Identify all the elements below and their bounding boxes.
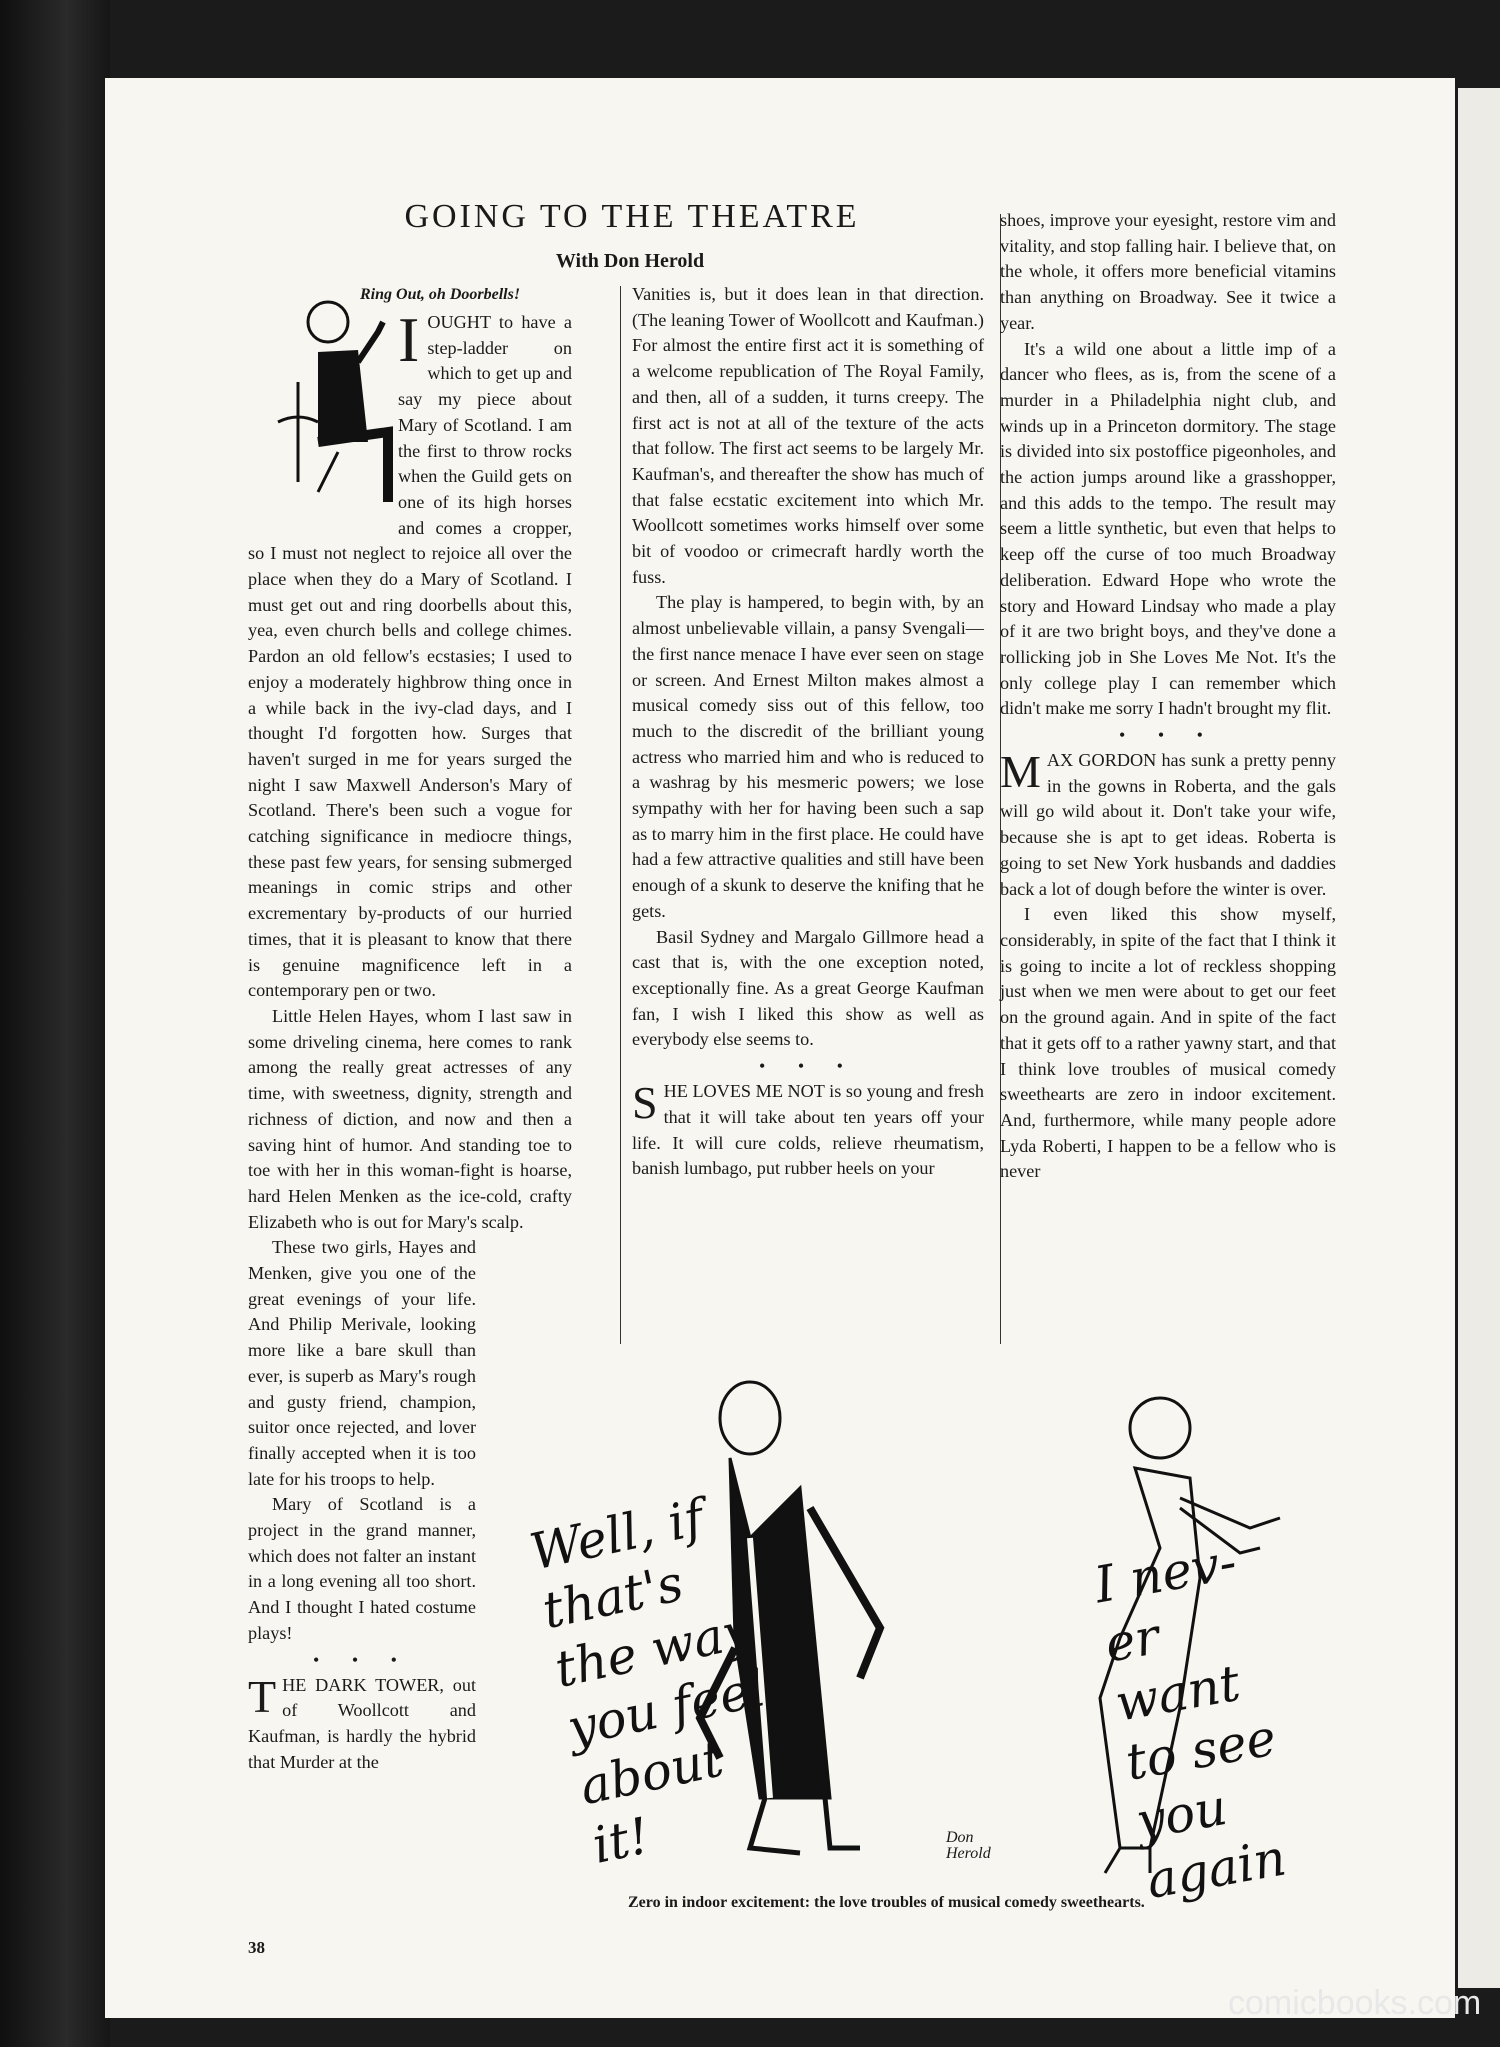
paragraph: AX GORDON has sunk a pretty penny in the gowns in Roberta, and the gals will go wild about it. Don't take your wife, because she is apt to get ideas. Roberta is going to set New York husbands and daddies back a lot of dough before the winter is over. xyxy=(1000,750,1336,899)
section-divider: • • • xyxy=(313,1649,411,1670)
drop-cap-s: S xyxy=(632,1077,658,1129)
paragraph: The play is hampered, to begin with, by an almost unbelievable villain, a pansy Svengali—the first nance menace I have ever seen on stage or screen. And Ernest Milton makes almost a musical comedy siss out of this fellow, too much to the discredit of the brilliant young actress who married him and who is reduced to a washrag by his mesmeric powers; we lose sympathy with her for having been such a sap as to marry him in the first place. He could have had a few attractive qualities and still have been enough of a skunk to deserve the knifing that he gets. xyxy=(632,592,984,921)
column-2 xyxy=(632,282,984,1182)
paragraph: Little Helen Hayes, whom I last saw in some driveling cinema, here comes to rank among the really great actresses of any time, with sweetness, dignity, strength and richness of diction, and now and then a saving hint of humor. And standing toe to toe with her in this woman-fight is hoarse, hard Helen Menken as the ice-cold, crafty Elizabeth who is out for Mary's scalp. xyxy=(248,1005,572,1232)
article-title: GOING TO THE THEATRE xyxy=(404,198,860,235)
paragraph: HE DARK TOWER, out of Woollcott and Kaufman, is hardly the hybrid that Murder at the xyxy=(248,1674,476,1772)
drop-cap-m: M xyxy=(1000,746,1041,798)
section-divider: • • • xyxy=(759,1056,857,1077)
artist-signature: Don Herold xyxy=(946,1829,991,1862)
column-1 xyxy=(248,304,572,1775)
page-number: 38 xyxy=(248,1938,265,1957)
column-rule xyxy=(620,286,621,1344)
illustration-wrap xyxy=(248,310,398,520)
site-watermark: comicbooks.com xyxy=(1228,1984,1482,2022)
paragraph: Vanities is, but it does lean in that direction. (The leaning Tower of Woollcott and Kaufman.) For almost the entire first act it is something of a welcome republication of The Royal Family, and then, all of a sudden, it turns creepy. The first act is not at all of the texture of the acts that follow. The first act seems to be largely Mr. Kaufman's, and thereafter the show has much of that false ecstatic excitement into which Mr. Woollcott sometimes works himself over some bit of voodoo or crimecraft hardly worth the fuss. xyxy=(632,284,984,587)
column-3 xyxy=(1000,208,1336,1185)
paragraph: shoes, improve your eyesight, restore vim and vitality, and stop falling hair. I believe that, on the whole, it offers more beneficial vitamins than anything on Broadway. See it twice a year. xyxy=(1000,210,1336,333)
paragraph: HE LOVES ME NOT is so young and fresh that it will take about ten years off your life. It will cure colds, relieve rheumatism, banish lumbago, put rubber heels on your xyxy=(632,1081,984,1179)
paragraph: OUGHT to have a step-ladder on which to get up and say my piece about Mary of Scotland. I am the first to throw rocks when the Guild gets on one of its high horses and comes a cropper, so I must not neglect to rejoice all over the place when they do a Mary of Scotland. I must get out and ring doorbells about this, yea, even church bells and college chimes. Pardon an old fellow's ecstasies; I used to enjoy a moderately highbrow thing once in a while back in the ivy-clad days, and I thought I'd forgotten how. Surges that haven't surged in me for years surged the night I saw Maxwell Anderson's Mary of Scotland. There's been such a vogue for catching significance in mediocre things, these past few years, for sensing submerged meanings in comic strips and other excrementary by-products of our hurried times, that it is pleasant to know that there is genuine magnificence left in a contemporary pen or two. xyxy=(248,312,572,1001)
section-divider: • • • xyxy=(1119,725,1217,746)
byline: With Don Herold xyxy=(555,250,705,272)
scan-background-left xyxy=(0,0,110,2047)
drop-cap-i: I xyxy=(398,304,420,375)
paragraph: It's a wild one about a little imp of a dancer who flees, as is, from the scene of a murder in a Philadelphia night club, and winds up in a Princeton dormitory. The stage is divided into six postoffice pigeonholes, and the action jumps around like a grasshopper, and this adds to the tempo. The result may seem a little synthetic, but even that helps to keep off the curse of too much Broadway deliberation. Edward Hope who wrote the story and Howard Lindsay who made a play of it are two bright boys, and they've done a rollicking job in She Loves Me Not. It's the only college play I can remember which didn't make me sorry I hadn't brought my flit. xyxy=(1000,338,1336,719)
left-speech-text: Well, if that's the way you feel about it! xyxy=(525,1488,771,1875)
cartoon-caption: Zero in indoor excitement: the love troubles of musical comedy sweethearts. xyxy=(628,1894,1145,1911)
paragraph: Basil Sydney and Margalo Gillmore head a cast that is, with the one exception noted, exceptionally fine. As a great George Kaufman fan, I wish I liked this show as well as everybody else seems to. xyxy=(632,926,984,1050)
section-subhead: Ring Out, oh Doorbells! xyxy=(360,286,521,303)
adjacent-page-edge xyxy=(1458,88,1500,1988)
right-speech-text: I nev-er want to see you again xyxy=(1090,1532,1291,1910)
paragraph: Mary of Scotland is a project in the grand manner, which does not falter an instant in a long evening all too short. And I thought I hated costume plays! xyxy=(248,1494,476,1643)
paragraph: I even liked this show myself, considerably, in spite of the fact that I think it is going to incite a lot of reckless shopping just when we men were about to get our feet on the ground again. And in spite of the fact that it gets off to a rather yawny start, and that I think love troubles of musical comedy sweethearts are zero in indoor excitement. And, furthermore, while many people adore Lyda Roberti, I happen to be a fellow who is never xyxy=(1000,904,1336,1182)
drop-cap-t: T xyxy=(248,1670,277,1722)
paragraph: These two girls, Hayes and Menken, give you one of the great evenings of your life. And Philip Merivale, looking more like a bare skull than ever, is superb as Mary's rough and gusty friend, champion, suitor once rejected, and lover finally accepted when it is too late for his troops to help. xyxy=(248,1237,476,1489)
